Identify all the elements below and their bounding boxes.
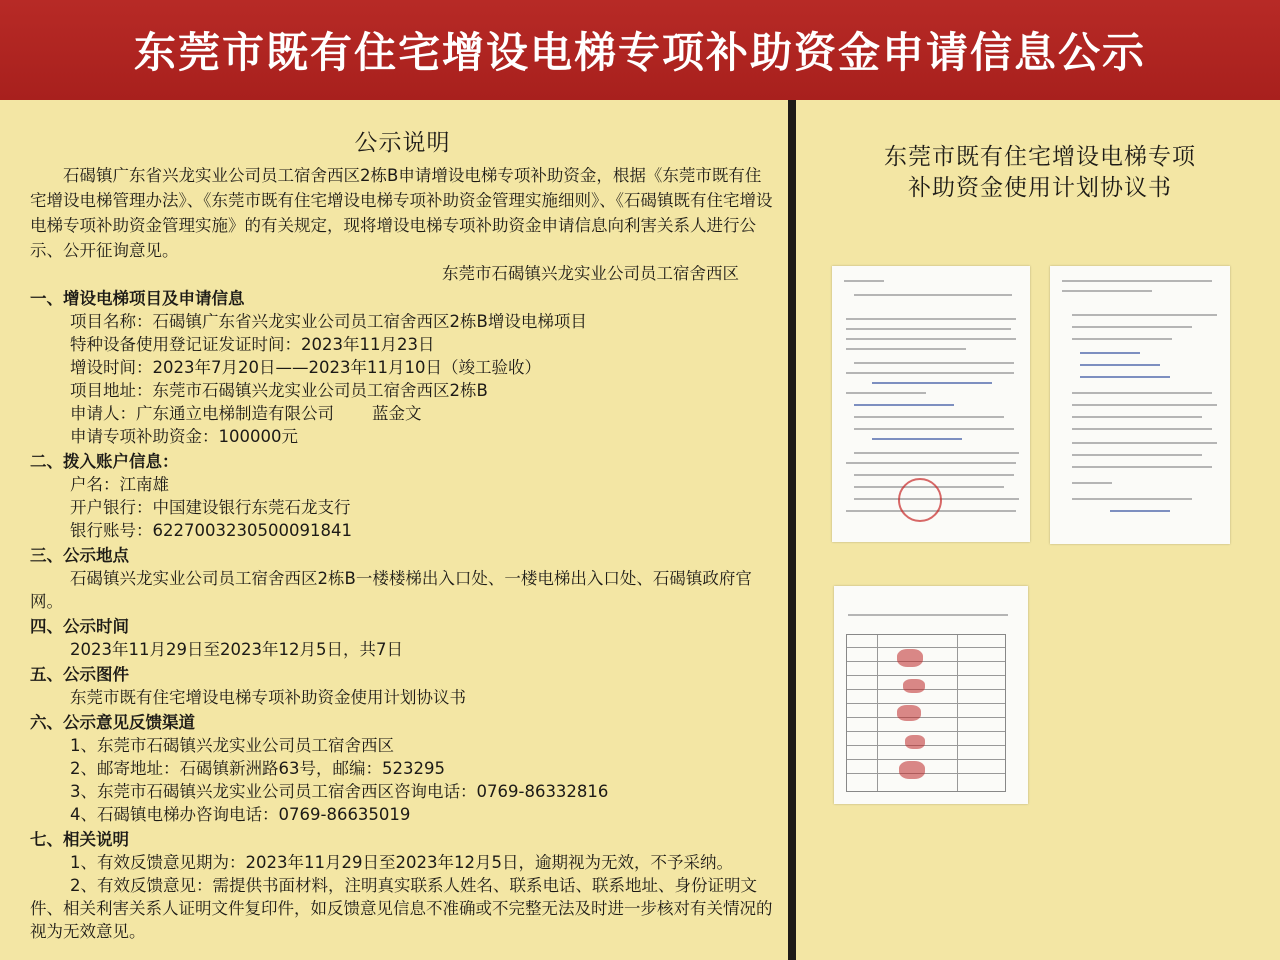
banner-title: 东莞市既有住宅增设电梯专项补助资金申请信息公示 [133, 28, 1146, 77]
section-4-title: 四、公示时间 [30, 617, 129, 636]
red-seal-icon [898, 478, 942, 522]
page-banner [0, 0, 1280, 100]
notice-signature: 东莞市石碣镇兴龙实业公司员工宿舍西区 [442, 264, 739, 283]
section-7-title: 七、相关说明 [30, 830, 129, 849]
section-1-title: 一、增设电梯项目及申请信息 [30, 289, 245, 308]
feedback-channel-1: 1、东莞市石碣镇兴龙实业公司员工宿舍西区 [70, 736, 394, 755]
section-3-title: 三、公示地点 [30, 546, 129, 565]
agreement-scan-page-2 [1050, 266, 1230, 544]
section-2-title: 二、拨入账户信息： [30, 452, 179, 471]
related-note-1: 1、有效反馈意见期为：2023年11月29日至2023年12月5日，逾期视为无效，不予采纳。 [70, 853, 733, 872]
notice-intro: 石碣镇广东省兴龙实业公司员工宿舍西区2栋B申请增设电梯专项补助资金，根据《东莞市既有住宅增设电梯管理办法》、《东莞市既有住宅增设电梯专项补助资金管理实施细则》、《石碣镇既有住宅增设电梯专项补助资金管理实施》的有关规定，现将增设电梯专项补助资金申请信息向利害关系人进行公示、公开征询意见。 [30, 166, 773, 260]
notice-place: 石碣镇兴龙实业公司员工宿舍西区2栋B一楼楼梯出入口处、一楼电梯出入口处、石碣镇政府官网。 [30, 569, 752, 611]
project-name: 项目名称：石碣镇广东省兴龙实业公司员工宿舍西区2栋B增设电梯项目 [70, 312, 587, 331]
bank-name: 开户银行：中国建设银行东莞石龙支行 [70, 498, 351, 517]
related-note-2: 2、有效反馈意见：需提供书面材料，注明真实联系人姓名、联系电话、联系地址、身份证明文件、相关利害关系人证明文件复印件，如反馈意见信息不准确或不完整无法及时进一步核对有关情况的视为无效意见。 [30, 876, 773, 941]
agreement-title-line-1: 东莞市既有住宅增设电梯专项 [884, 144, 1196, 170]
feedback-channel-4: 4、石碣镇电梯办咨询电话：0769-86635019 [70, 805, 411, 824]
agreement-title [800, 142, 1280, 204]
subsidy-amount: 申请专项补助资金：100000元 [70, 427, 298, 446]
column-divider [788, 100, 796, 960]
notice-panel [30, 120, 775, 943]
account-number: 银行账号：6227003230500091841 [70, 521, 352, 540]
feedback-channel-3: 3、东莞市石碣镇兴龙实业公司员工宿舍西区咨询电话：0769-86332816 [70, 782, 609, 801]
account-name: 户名：江南雄 [70, 475, 169, 494]
cert-time: 特种设备使用登记证发证时间：2023年11月23日 [70, 335, 435, 354]
notice-document: 东莞市既有住宅增设电梯专项补助资金使用计划协议书 [70, 688, 466, 707]
applicant-line [30, 402, 775, 425]
notice-heading: 公示说明 [354, 130, 451, 156]
project-address: 项目地址：东莞市石碣镇兴龙实业公司员工宿舍西区2栋B [70, 381, 488, 400]
feedback-channel-2: 2、邮寄地址：石碣镇新洲路63号，邮编：523295 [70, 759, 445, 778]
agreement-scan-page-1 [832, 266, 1030, 542]
applicant-person: 蓝金文 [372, 404, 422, 423]
signature-table [846, 634, 1006, 792]
install-time: 增设时间：2023年7月20日——2023年11月10日（竣工验收） [70, 358, 541, 377]
section-5-title: 五、公示图件 [30, 665, 129, 684]
section-6-title: 六、公示意见反馈渠道 [30, 713, 195, 732]
notice-period: 2023年11月29日至2023年12月5日，共7日 [70, 640, 403, 659]
applicant: 申请人：广东通立电梯制造有限公司 [70, 404, 334, 423]
agreement-title-line-2: 补助资金使用计划协议书 [908, 175, 1172, 201]
agreement-scan-page-3 [834, 586, 1028, 804]
